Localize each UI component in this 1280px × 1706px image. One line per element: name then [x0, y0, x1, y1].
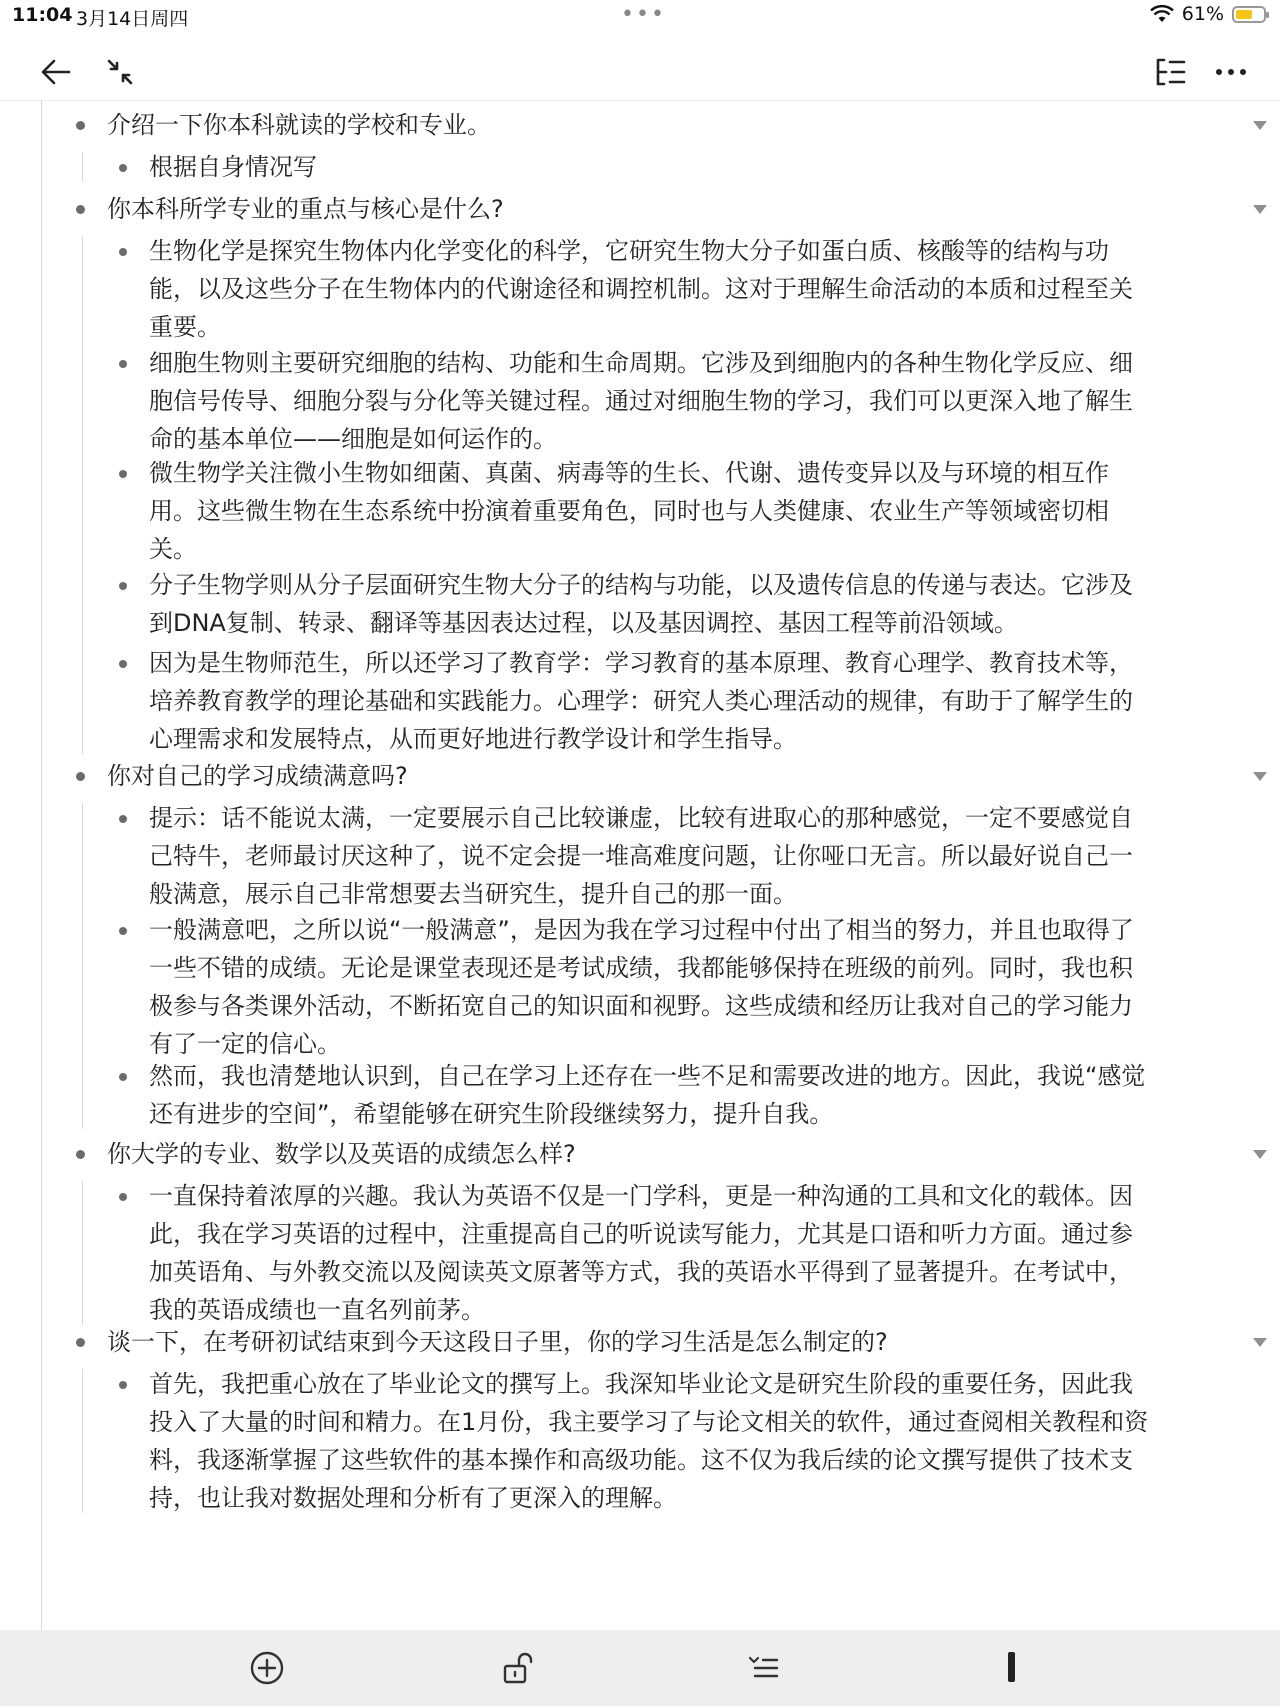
answer-line: 用。这些微生物在生态系统中扮演着重要角色，同时也与人类健康、农业生产等领域密切相	[149, 497, 1109, 525]
collapse-toggle-icon[interactable]	[1253, 121, 1267, 130]
bullet-dot-icon[interactable]	[76, 1150, 85, 1159]
collapse-toggle-icon[interactable]	[1253, 1338, 1267, 1347]
bullet-dot-icon[interactable]	[119, 470, 127, 478]
child-guide-line	[82, 1369, 83, 1513]
answer-line: 投入了大量的时间和精力。在1月份，我主要学习了与论文相关的软件，通过查阅相关教程和资	[149, 1408, 1149, 1436]
bottom-toolbar	[0, 1630, 1280, 1706]
bullet-dot-icon[interactable]	[119, 1193, 127, 1201]
answer-line: 因为是生物师范生，所以还学习了教育学：学习教育的基本原理、教育心理学、教育技术等，	[149, 649, 1133, 677]
child-guide-line	[82, 803, 83, 1129]
child-guide-line	[82, 152, 83, 182]
collapse-toggle-icon[interactable]	[1253, 772, 1267, 781]
child-guide-line	[82, 1181, 83, 1325]
answer-line: 心理需求和发展特点，从而更好地进行教学设计和学生指导。	[149, 725, 797, 753]
collapse-arrows-icon[interactable]	[96, 48, 144, 96]
question-text[interactable]: 你大学的专业、数学以及英语的成绩怎么样?	[107, 1140, 576, 1168]
bullet-dot-icon[interactable]	[119, 164, 127, 172]
question-text[interactable]: 介绍一下你本科就读的学校和专业。	[107, 111, 491, 139]
multitask-dots-icon[interactable]: •••	[621, 2, 666, 27]
answer-line: 然而，我也清楚地认识到，自己在学习上还存在一些不足和需要改进的地方。因此，我说“感觉	[149, 1062, 1146, 1090]
bullet-dot-icon[interactable]	[119, 1381, 127, 1389]
answer-line: 关。	[149, 535, 197, 563]
bullet-dot-icon[interactable]	[119, 660, 127, 668]
answer-line: 命的基本单位——细胞是如何运作的。	[149, 425, 557, 453]
unlock-icon[interactable]	[491, 1642, 543, 1694]
outline-list-icon[interactable]	[1146, 48, 1194, 96]
answer-line: 一些不错的成绩。无论是课堂表现还是考试成绩，我都能够保持在班级的前列。同时，我也积	[149, 954, 1133, 982]
answer-line: 此，我在学习英语的过程中，注重提高自己的听说读写能力，尤其是口语和听力方面。通过参	[149, 1220, 1133, 1248]
answer-line: 持，也让我对数据处理和分析有了更深入的理解。	[149, 1484, 677, 1512]
answer-line: 有了一定的信心。	[149, 1030, 341, 1058]
answer-line: 胞信号传导、细胞分裂与分化等关键过程。通过对细胞生物的学习，我们可以更深入地了解生	[149, 387, 1133, 415]
collapse-toggle-icon[interactable]	[1253, 1150, 1267, 1159]
answer-text[interactable]	[149, 911, 1219, 1063]
more-icon[interactable]	[1207, 48, 1255, 96]
question-text[interactable]: 你对自己的学习成绩满意吗?	[107, 762, 408, 790]
answer-line: 分子生物学则从分子层面研究生物大分子的结构与功能，以及遗传信息的传递与表达。它涉及	[149, 571, 1133, 599]
collapse-toggle-icon[interactable]	[1253, 205, 1267, 214]
answer-line: 重要。	[149, 313, 221, 341]
bullet-dot-icon[interactable]	[119, 815, 127, 823]
bullet-dot-icon[interactable]	[119, 582, 127, 590]
status-right	[1150, 3, 1266, 25]
answer-line: 己特牛，老师最讨厌这种了，说不定会提一堆高难度问题，让你哑口无言。所以最好说自己一	[149, 842, 1133, 870]
bullet-dot-icon[interactable]	[119, 248, 127, 256]
answer-line: 能，以及这些分子在生物体内的代谢途径和调控机制。这对于理解生命活动的本质和过程至关	[149, 275, 1133, 303]
answer-line: 到DNA复制、转录、翻译等基因表达过程，以及基因调控、基因工程等前沿领域。	[149, 609, 1018, 637]
answer-text[interactable]	[149, 1365, 1219, 1517]
answer-text[interactable]	[149, 1177, 1219, 1329]
answer-line: 极参与各类课外活动，不断拓宽自己的知识面和视野。这些成绩和经历让我对自己的学习能力	[149, 992, 1133, 1020]
answer-line: 细胞生物则主要研究细胞的结构、功能和生命周期。它涉及到细胞内的各种生物化学反应、细	[149, 349, 1133, 377]
outline-guide-line	[41, 100, 42, 1630]
back-arrow-icon[interactable]	[32, 48, 80, 96]
question-text[interactable]: 谈一下，在考研初试结束到今天这段日子里，你的学习生活是怎么制定的?	[107, 1328, 888, 1356]
answer-text[interactable]	[149, 454, 1219, 568]
battery-percent: 61%	[1181, 3, 1224, 25]
answer-text[interactable]	[149, 1057, 1219, 1133]
answer-text[interactable]	[149, 232, 1219, 346]
answer-text[interactable]	[149, 644, 1219, 758]
status-time: 11:04	[12, 4, 73, 26]
add-circle-icon[interactable]	[241, 1642, 293, 1694]
question-text[interactable]: 你本科所学专业的重点与核心是什么?	[107, 195, 504, 223]
answer-line: 培养教育教学的理论基础和实践能力。心理学：研究人类心理活动的规律，有助于了解学生的	[149, 687, 1133, 715]
answer-text[interactable]	[149, 566, 1219, 642]
answer-text[interactable]	[149, 344, 1219, 458]
bullet-dot-icon[interactable]	[119, 927, 127, 935]
answer-line: 生物化学是探究生物体内化学变化的科学，它研究生物大分子如蛋白质、核酸等的结构与功	[149, 237, 1109, 265]
cursor-handle[interactable]	[1008, 1652, 1015, 1682]
answer-text[interactable]	[149, 799, 1219, 913]
answer-line: 还有进步的空间”，希望能够在研究生阶段继续努力，提升自我。	[149, 1100, 834, 1128]
answer-line: 微生物学关注微小生物如细菌、真菌、病毒等的生长、代谢、遗传变异以及与环境的相互作	[149, 459, 1109, 487]
bullet-dot-icon[interactable]	[119, 1073, 127, 1081]
bullet-dot-icon[interactable]	[76, 1338, 85, 1347]
outline-content[interactable]	[0, 100, 1280, 1630]
answer-line: 我的英语成绩也一直名列前茅。	[149, 1296, 485, 1324]
answer-line: 一般满意吧，之所以说“一般满意”，是因为我在学习过程中付出了相当的努力，并且也取得了	[149, 916, 1134, 944]
bullet-dot-icon[interactable]	[76, 121, 85, 130]
list-format-icon[interactable]	[737, 1642, 789, 1694]
status-bar	[0, 0, 1280, 32]
answer-line: 一直保持着浓厚的兴趣。我认为英语不仅是一门学科，更是一种沟通的工具和文化的载体。因	[149, 1182, 1133, 1210]
answer-line: 加英语角、与外教交流以及阅读英文原著等方式，我的英语水平得到了显著提升。在考试中，	[149, 1258, 1133, 1286]
battery-icon	[1232, 6, 1266, 23]
answer-line: 料，我逐渐掌握了这些软件的基本操作和高级功能。这不仅为我后续的论文撰写提供了技术支	[149, 1446, 1133, 1474]
status-date: 3月14日周四	[76, 8, 189, 30]
answer-text[interactable]: 根据自身情况写	[149, 153, 317, 181]
child-guide-line	[82, 236, 83, 754]
answer-line: 首先，我把重心放在了毕业论文的撰写上。我深知毕业论文是研究生阶段的重要任务，因此我	[149, 1370, 1133, 1398]
wifi-icon	[1150, 5, 1174, 23]
bullet-dot-icon[interactable]	[119, 360, 127, 368]
answer-line: 提示：话不能说太满，一定要展示自己比较谦虚，比较有进取心的那种感觉，一定不要感觉自	[149, 804, 1133, 832]
bullet-dot-icon[interactable]	[76, 772, 85, 781]
answer-line: 般满意，展示自己非常想要去当研究生，提升自己的那一面。	[149, 880, 797, 908]
top-toolbar	[0, 40, 1280, 101]
bullet-dot-icon[interactable]	[76, 205, 85, 214]
